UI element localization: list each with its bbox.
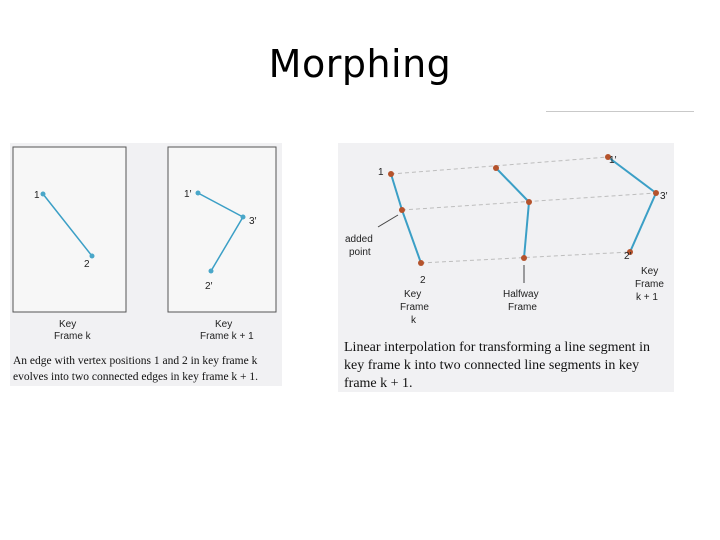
panel-k1-label-line1: Key [215,319,233,330]
vertex-2p-label: 2′ [624,251,632,262]
panel-key-frame-k1 [168,147,276,312]
edge-k-lower [402,210,421,263]
vertex-1p [196,191,201,196]
vertex-1 [388,171,394,177]
vertex-2 [418,260,424,266]
panel-k-label-line1: Key [59,319,77,330]
vertex-3p [653,190,659,196]
panel-key-frame-k [13,147,126,312]
halfway-label-line2: Frame [508,302,537,313]
key-k-label-line3: k [411,315,416,326]
figure-right-caption-line1: Linear interpolation for transforming a line segment in [344,340,650,355]
vertex-halfway-3 [526,199,532,205]
figure-edge-evolution [10,143,282,386]
vertex-2p [209,269,214,274]
key-k-label-line2: Frame [400,302,429,313]
vertex-2p-label: 2′ [205,281,213,292]
vertex-added [399,207,405,213]
vertex-1 [41,192,46,197]
vertex-halfway-1 [493,165,499,171]
added-point-label-line2: point [349,247,371,258]
halfway-label-line1: Halfway [503,289,539,300]
vertex-1-label: 1 [378,167,384,178]
vertex-3p [241,215,246,220]
added-point-label-line1: added [345,234,373,245]
vertex-2 [90,254,95,259]
key-k1-label-line2: Frame [635,279,664,290]
edge-k-upper [391,174,402,210]
title-divider [546,111,694,112]
vertex-1p-label: 1′ [609,155,617,166]
edge-halfway-upper [496,168,529,202]
panel-k-label-line2: Frame k [54,331,91,342]
vertex-2-label: 2 [420,275,426,286]
vertex-2-label: 2 [84,259,90,270]
figure-edge-evolution-graphic [10,143,282,386]
key-k-label-line1: Key [404,289,422,300]
vertex-3p-label: 3′ [249,216,257,227]
figure-linear-interpolation-graphic [338,143,674,392]
edge-halfway-lower [524,202,529,258]
added-point-pointer [378,215,398,227]
panel-k1-label-line2: Frame k + 1 [200,331,254,342]
figure-right-caption-line2: key frame k into two connected line segments in key [344,358,640,373]
slide-title: Morphing [268,42,452,86]
key-k1-label-line1: Key [641,266,659,277]
vertex-1-label: 1 [34,190,40,201]
figure-linear-interpolation [338,143,674,392]
vertex-1p-label: 1′ [184,189,192,200]
key-k1-label-line3: k + 1 [636,292,658,303]
vertex-3p-label: 3′ [660,191,668,202]
figure-right-caption-line3: frame k + 1. [344,376,413,391]
vertex-halfway-2 [521,255,527,261]
figure-left-caption-line2: evolves into two connected edges in key frame k + 1. [13,371,259,383]
figure-left-caption-line1: An edge with vertex positions 1 and 2 in key frame k [13,355,258,367]
edge-k1-lower [630,193,656,252]
